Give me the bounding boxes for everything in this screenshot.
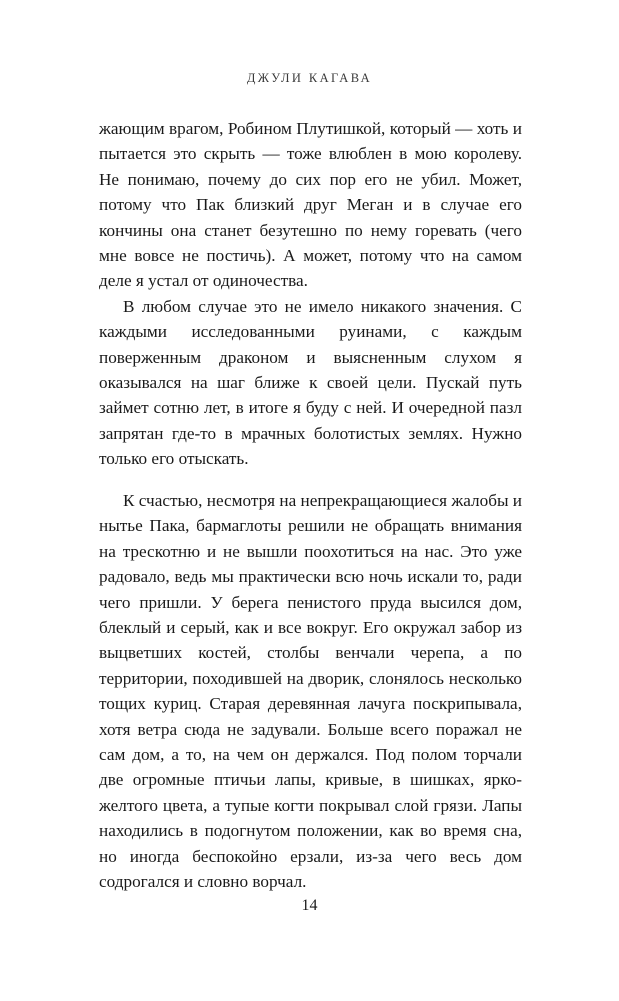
paragraph: В любом случае это не имело никакого значения. С каждыми исследованными руинами, с каждым поверженным драконом и выясненным слухом я оказывался на шаг ближе к своей цели. Пускай путь займет сотню лет, в итоге я буду с ней. И очередной пазл запрятан где-то в мрачных болотистых землях. Нужно только его отыскать. (99, 296, 522, 469)
text-section-2 (99, 488, 522, 895)
paragraph: К счастью, несмотря на непрекращающиеся жалобы и нытье Пака, бармаглоты решили не обращать внимания на трескотню и не вышли поохотиться на нас. Это уже радовало, ведь мы практически всю ночь искали то, ради чего пришли. У берега пенистого пруда высился дом, блеклый и серый, как и все вокруг. Его окружал забор из выцветших костей, столбы венчали черепа, а по территории, походившей на дворик, слонялось несколько тощих куриц. Старая деревянная лачуга поскрипывала, хотя ветра сюда не задували. Больше всего поражал не сам дом, а то, на чем он держался. Под полом торчали две огромные птичьи лапы, кривые, в шишках, ярко-желтого цвета, а тупые когти покрывал слой грязи. Лапы находились в подогнутом положении, как во время сна, но иногда беспокойно ерзали, из-за чего весь дом содрогался и словно ворчал. (99, 491, 522, 892)
paragraph-continuation: жающим врагом, Робином Плутишкой, который — хоть и пытается это скрыть — тоже влюблен в мою королеву. Не понимаю, почему до сих пор его не убил. Может, потому что Пак близкий друг Меган и в случае его кончины она станет безутешно по нему горевать (чего мне вовсе не постичь). А может, потому что на самом деле я устал от одиночества. (99, 119, 522, 291)
page-number: 14 (301, 897, 318, 914)
text-section-1 (99, 116, 522, 472)
running-header: ДЖУЛИ КАГАВА (246, 71, 373, 85)
